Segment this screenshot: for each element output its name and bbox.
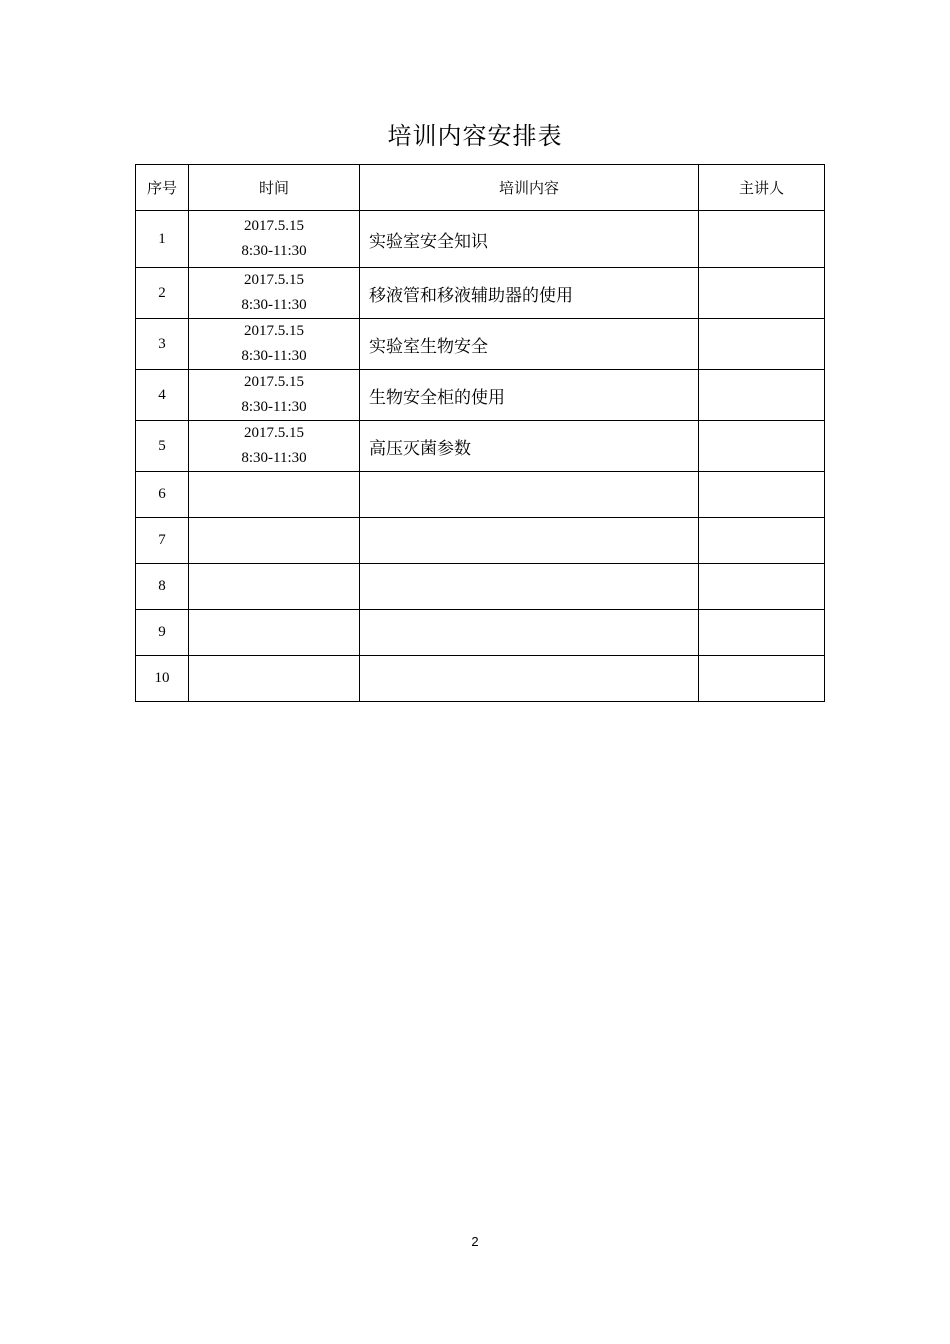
row-content: 移液管和移液辅助器的使用 xyxy=(360,268,699,319)
header-speaker: 主讲人 xyxy=(699,165,825,211)
row-speaker xyxy=(699,268,825,319)
row-date: 2017.5.15 xyxy=(244,323,304,339)
table-row xyxy=(136,211,825,268)
row-content xyxy=(360,656,699,702)
row-content: 生物安全柜的使用 xyxy=(360,370,699,421)
table-header-row xyxy=(136,165,825,211)
row-speaker xyxy=(699,421,825,472)
page-title: 培训内容安排表 xyxy=(387,122,563,150)
row-index: 6 xyxy=(136,472,189,518)
row-time xyxy=(189,610,360,656)
header-content: 培训内容 xyxy=(360,165,699,211)
row-time-range: 8:30-11:30 xyxy=(241,399,307,415)
row-index: 1 xyxy=(136,211,189,268)
row-content xyxy=(360,472,699,518)
header-time: 时间 xyxy=(189,165,360,211)
row-content xyxy=(360,564,699,610)
table-row xyxy=(136,610,825,656)
row-content: 高压灭菌参数 xyxy=(360,421,699,472)
row-date: 2017.5.15 xyxy=(244,272,304,288)
row-time xyxy=(189,370,360,421)
table-row xyxy=(136,564,825,610)
table-row xyxy=(136,656,825,702)
row-index: 10 xyxy=(136,656,189,702)
row-index: 4 xyxy=(136,370,189,421)
table-row xyxy=(136,268,825,319)
row-time xyxy=(189,472,360,518)
row-date: 2017.5.15 xyxy=(244,374,304,390)
row-speaker xyxy=(699,319,825,370)
row-index: 5 xyxy=(136,421,189,472)
row-index: 9 xyxy=(136,610,189,656)
row-time xyxy=(189,268,360,319)
row-speaker xyxy=(699,370,825,421)
row-time xyxy=(189,656,360,702)
row-time-range: 8:30-11:30 xyxy=(241,450,307,466)
schedule-table xyxy=(135,164,825,702)
row-index: 7 xyxy=(136,518,189,564)
table-row xyxy=(136,518,825,564)
row-content: 实验室安全知识 xyxy=(360,211,699,268)
page-number: 2 xyxy=(471,1234,479,1249)
row-time xyxy=(189,518,360,564)
table-row xyxy=(136,472,825,518)
table-row xyxy=(136,421,825,472)
table-row xyxy=(136,370,825,421)
row-index: 2 xyxy=(136,268,189,319)
row-date: 2017.5.15 xyxy=(244,218,304,234)
row-speaker xyxy=(699,472,825,518)
row-content: 实验室生物安全 xyxy=(360,319,699,370)
row-time xyxy=(189,421,360,472)
row-speaker xyxy=(699,656,825,702)
row-speaker xyxy=(699,564,825,610)
row-time xyxy=(189,319,360,370)
table-row xyxy=(136,319,825,370)
row-speaker xyxy=(699,518,825,564)
row-index: 3 xyxy=(136,319,189,370)
row-date: 2017.5.15 xyxy=(244,425,304,441)
row-time xyxy=(189,564,360,610)
row-time-range: 8:30-11:30 xyxy=(241,348,307,364)
row-time-range: 8:30-11:30 xyxy=(241,297,307,313)
row-speaker xyxy=(699,211,825,268)
row-index: 8 xyxy=(136,564,189,610)
row-time-range: 8:30-11:30 xyxy=(241,243,307,259)
header-index: 序号 xyxy=(136,165,189,211)
row-content xyxy=(360,518,699,564)
row-time xyxy=(189,211,360,268)
row-speaker xyxy=(699,610,825,656)
row-content xyxy=(360,610,699,656)
